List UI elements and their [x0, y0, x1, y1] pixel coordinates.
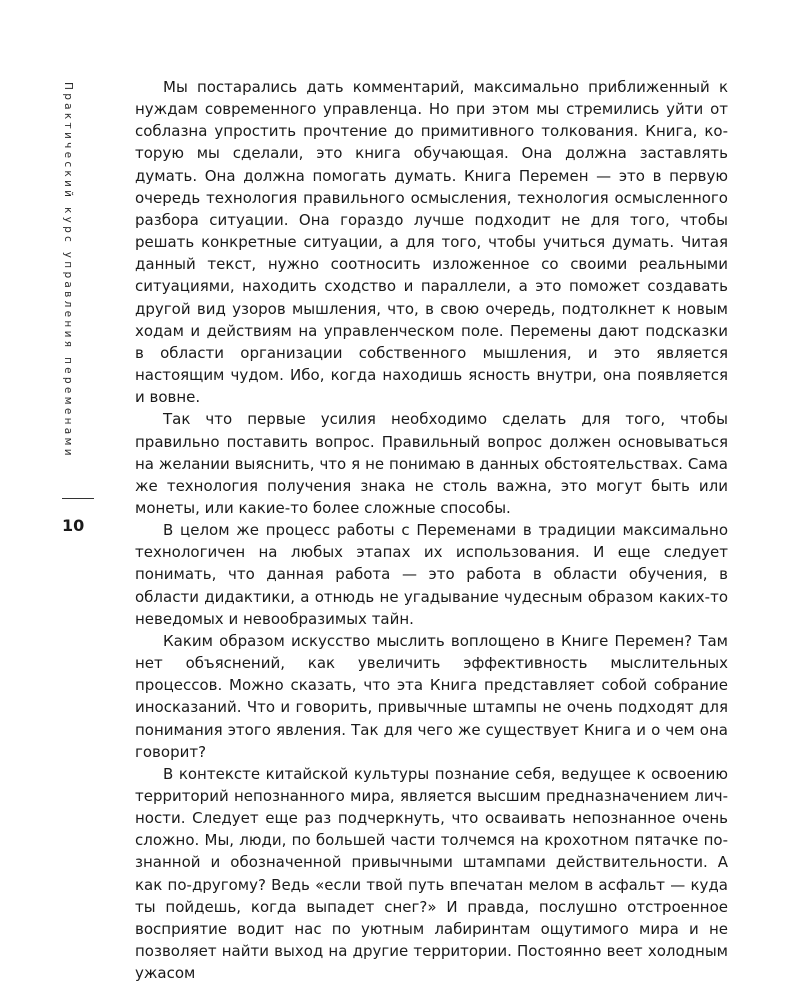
running-title: Практический курс управления переменами [62, 82, 74, 459]
paragraph: Так что первые усилия необходимо сделать для того, чтобы правильно поставить вопрос. Правильный вопрос должен основываться на желании выяснить, что я не понимаю в данных обстоятельствах. Сама же технология получения знака не столь важна, это могут быть или монеты, или какие-то более сложные способы. [135, 410, 728, 517]
paragraph: Каким образом искусство мыслить воплощено в Книге Перемен? Там нет объяснений, как увеличить эффективность мыслительных процессов. Можно сказать, что эта Книга представляет собой собрание иносказаний. Что и говорить, привычные штампы не очень подходят для понимания этого явления. Так для чего же существует Книга и о чем она говорит? [135, 631, 728, 761]
page-number-rule [62, 498, 94, 499]
body-text [135, 76, 728, 984]
paragraph: Мы постарались дать комментарий, максимально приближенный к нуждам современного управленца. Но при этом мы стремились уйти от соблазна упростить прочтение до примитивного толкования. Книга, которую мы сделали, это книга обучающая. Она должна заставлять думать. Она должна помогать думать. Книга Перемен — это в первую очередь технология правильного осмысления, технология осмысленного разбора ситуации. Она гораздо лучше подходит не для того, чтобы решать конкретные ситуации, а для того, чтобы учиться думать. Читая данный текст, нужно соотносить изложенное со своими реальными ситуациями, находить сходство и параллели, а это поможет создавать другой вид узоров мышления, что, в свою очередь, подтолкнет к новым ходам и действиям на управленческом поле. Перемены дают подсказки в области организации собственного мышления, и это является настоящим чудом. Ибо, когда находишь ясность внутри, она появляется и вовне. [135, 78, 728, 407]
page-number: 10 [62, 516, 85, 535]
paragraph: В целом же процесс работы с Переменами в традиции максимально технологичен на любых этапах их использования. И еще следует понимать, что данная работа — это работа в области обучения, в области дидактики, а отнюдь не угадывание чудесным образом каких-то неведомых и невообразимых тайн. [135, 521, 728, 628]
paragraph: В контексте китайской культуры познание себя, ведущее к освоению территорий непознанного мира, является высшим предназначением личности. Следует еще раз подчеркнуть, что осваивать непознанное очень сложно. Мы, люди, по большей части толчемся на крохотном пятачке познанной и обозначенной привычными штампами действительности. А как по-другому? Ведь «если твой путь впечатан мелом в асфальт — куда ты пойдешь, когда выпадет снег?» И правда, послушно отстроенное восприятие водит нас по уютным лабиринтам ощутимого мира и не позволяет найти выход на другие территории. Постоянно веет холодным ужасом [135, 764, 728, 983]
